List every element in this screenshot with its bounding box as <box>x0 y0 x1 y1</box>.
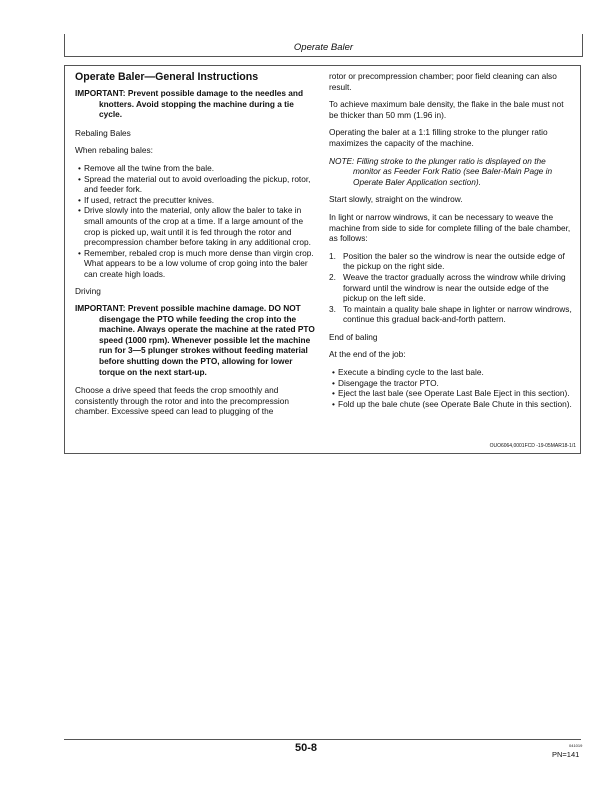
list-item <box>329 304 573 325</box>
start-paragraph: Start slowly, straight on the windrow. <box>329 194 463 205</box>
list-item: • Remember, rebaled crop is much more dense than virgin crop. What appears to be a low volume of crop going into the baler can create high loads. <box>75 248 318 280</box>
step-text: Weave the tractor gradually across the windrow while driving forward until the windrow is near the outside edge of the pickup on the left side. <box>343 271 566 304</box>
drive-speed-paragraph: Choose a drive speed that feeds the crop smoothly and consistently through the rotor and into the precompression chamber. Excessive speed can lead to plugging of the <box>75 385 289 417</box>
document-id: OUO6064,0001FCD -19-05MAR18-1/1 <box>489 443 576 449</box>
rebaling-list <box>75 163 318 280</box>
footer-divider <box>64 739 581 740</box>
left-column <box>75 71 318 424</box>
list-item: • Remove all the twine from the bale. <box>75 163 318 174</box>
list-item: • Execute a binding cycle to the last bale. <box>329 367 573 378</box>
list-item: • Disengage the tractor PTO. <box>329 378 573 389</box>
list-item: • Fold up the bale chute (see Operate Bale Chute in this section). <box>329 399 573 410</box>
weave-steps-list <box>329 251 573 325</box>
running-header <box>64 34 583 57</box>
important-notice-pto: IMPORTANT: Prevent possible machine damage. DO NOT disengage the PTO while feeding the crop into the machine. Always operate the machine at the rated PTO speed (1000 rpm). Whenever possible let the machine run for 3—5 plunger strokes without feeding material before shutting down the PTO, allowing for lower torque on the next start-up. <box>75 303 315 377</box>
rebaling-heading: Rebaling Bales <box>75 127 131 138</box>
continued-paragraph: rotor or precompression chamber; poor field cleaning can also result. <box>329 71 557 92</box>
density-paragraph: To achieve maximum bale density, the flake in the bale must not be thicker than 50 mm (1.96 in). <box>329 99 564 120</box>
step-text: Position the baler so the windrow is near the outside edge of the pickup on the right side. <box>343 250 565 272</box>
step-number: 1. <box>329 250 336 261</box>
list-item: • Spread the material out to avoid overloading the pickup, rotor, and feeder fork. <box>75 174 318 195</box>
step-text: To maintain a quality bale shape in lighter or narrow windrows, continue this gradual back-and-forth pattern. <box>343 303 572 325</box>
driving-heading: Driving <box>75 285 101 296</box>
list-item <box>329 251 573 272</box>
list-item: • Drive slowly into the material, only allow the baler to take in small amounts of the crop at a time. If a large amount of the crop is picked up, wait until it is fed through the rotor and precompression chamber before taking in any additional crop. <box>75 205 318 247</box>
instruction-box <box>64 65 581 454</box>
step-number: 2. <box>329 271 336 282</box>
list-item <box>329 272 573 304</box>
step-number: 3. <box>329 303 336 314</box>
running-header-title: Operate Baler <box>293 42 354 53</box>
list-item: • Eject the last bale (see Operate Last Bale Eject in this section). <box>329 388 573 399</box>
pn-label: PN=141 <box>552 750 580 759</box>
note: NOTE: Filling stroke to the plunger ratio is displayed on the monitor as Feeder Fork Ratio (see Baler-Main Page in Operate Baler Application section). <box>329 155 553 187</box>
list-item: • If used, retract the precutter knives. <box>75 195 318 206</box>
section-title: Operate Baler—General Instructions <box>75 71 259 83</box>
filling-paragraph: Operating the baler at a 1:1 filling stroke to the plunger ratio maximizes the capacity of the machine. <box>329 127 548 148</box>
important-notice-needles: IMPORTANT: Prevent possible damage to the needles and knotters. Avoid stopping the machine during a tie cycle. <box>75 88 304 120</box>
rebaling-intro: When rebaling bales: <box>75 145 153 156</box>
footer-code: 041019 <box>569 743 583 748</box>
page-number: 50-8 <box>294 742 318 754</box>
right-column <box>329 71 573 415</box>
end-intro: At the end of the job: <box>329 349 406 360</box>
end-of-baling-list <box>329 367 573 409</box>
end-of-baling-heading: End of baling <box>329 331 378 342</box>
windrow-paragraph: In light or narrow windrows, it can be necessary to weave the machine from side to side for complete filling of the bale chamber, as follows: <box>329 211 571 244</box>
